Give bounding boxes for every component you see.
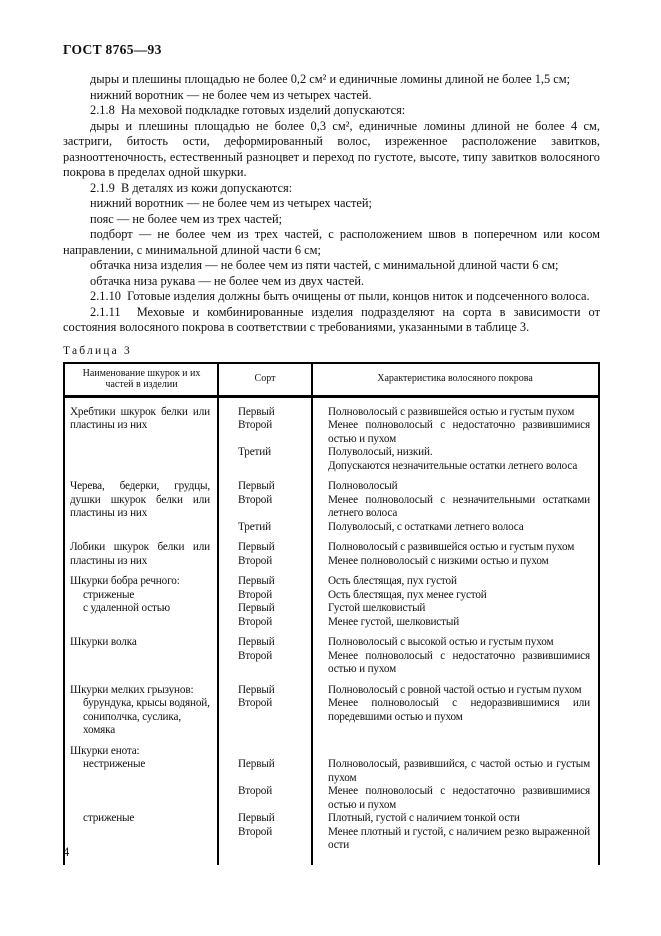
grade-sort: Второй [238, 419, 273, 431]
grades-table [63, 362, 600, 865]
grade-sort: Первый [238, 405, 275, 418]
row-name-cell [65, 480, 218, 534]
page-content [63, 72, 600, 865]
grade-description: Полноволосый с ровной частой остью и густым пухом [328, 683, 582, 696]
row-entries [218, 541, 598, 568]
table-column-divider [217, 364, 219, 865]
grade-entry [218, 555, 598, 569]
grade-sort: Второй [238, 785, 273, 797]
paragraph: подборт — не более чем из трех частей, с расположением швов в поперечном или косом направлении, с минимальной длиной части 6 см; [63, 227, 600, 257]
grade-description: Полноволосый с высокой остью и густым пухом [328, 636, 554, 648]
grade-entry [218, 650, 598, 677]
table-row [65, 541, 598, 575]
row-entries [218, 575, 598, 629]
grade-sort: Первый [238, 541, 275, 553]
grade-description: Ость блестящая, пух менее густой [328, 588, 487, 601]
row-name-line: сониполчка, суслика, хомяка [83, 710, 181, 736]
grade-description: Менее плотный и густой, с наличием резко выраженной ости [328, 825, 590, 851]
grade-sort: Третий [238, 446, 271, 458]
grade-sort: Первый [238, 575, 275, 587]
grade-entry [218, 521, 598, 535]
row-entries [218, 684, 598, 738]
grade-entry [218, 616, 598, 630]
grade-description: Менее полноволосый с недостаточно развившимися остью и пухом [328, 649, 590, 675]
row-entries [218, 758, 598, 812]
grade-entry [218, 446, 598, 460]
table-header-row [65, 364, 598, 398]
table-row [65, 480, 598, 541]
grade-description: Менее полноволосый с низкими остью и пухом [328, 554, 549, 567]
table-row [65, 758, 598, 812]
paragraph: 2.1.9 В деталях из кожи допускаются: [90, 180, 293, 195]
grade-entry [218, 460, 598, 474]
grade-entry [218, 589, 598, 603]
row-name-cell [65, 406, 218, 474]
row-name-line: Черева, бедерки, грудцы, душки шкурок белки или пластины из них [70, 480, 210, 519]
grade-entry [218, 697, 598, 724]
page-number: 4 [63, 845, 70, 859]
grade-entry [218, 785, 598, 812]
row-name-line: бурундука, крысы водяной, [83, 697, 210, 709]
row-name-line: Лобики шкурок белки или пластины из них [70, 541, 210, 567]
grade-sort: Второй [238, 825, 273, 838]
paragraph: 2.1.10 Готовые изделия должны быть очищены от пыли, концов ниток и подсеченного волоса. [90, 289, 590, 303]
table-row [65, 575, 598, 636]
paragraph: дыры и плешины площадью не более 0,2 см² и единичные ломины длиной не более 1,5 см; [90, 72, 571, 86]
row-entries [218, 745, 598, 759]
row-name-line: Шкурки мелких грызунов: [70, 683, 194, 696]
grade-description: Менее полноволосый с недоразвившимися или поредевшими остью и пухом [328, 697, 590, 723]
row-name-cell [65, 758, 218, 812]
table-row [65, 684, 598, 745]
table-body [65, 398, 598, 865]
row-name-line: с удаленной остью [83, 602, 170, 614]
grade-entry [218, 541, 598, 555]
grade-entry [218, 494, 598, 521]
table-label: Таблица 3 [63, 344, 132, 357]
grade-sort: Второй [238, 588, 273, 601]
grade-entry [218, 684, 598, 698]
paragraph: 2.1.8 На меховой подкладке готовых изделий допускаются: [90, 103, 406, 117]
row-name-line: Шкурки волка [70, 636, 137, 648]
grade-sort: Второй [238, 493, 273, 506]
grade-entry [218, 602, 598, 616]
grade-sort: Второй [238, 615, 273, 628]
paragraph: обтачка низа изделия — не более чем из пяти частей, с минимальной длиной части 6 см; [90, 258, 559, 272]
row-name-line: стриженые [83, 588, 135, 601]
row-name-cell [65, 541, 218, 568]
col-header-name: Наименование шкурок и их частей в изделии [82, 367, 201, 390]
grade-description: Ость блестящая, пух густой [328, 575, 457, 587]
document-title: ГОСТ 8765—93 [63, 42, 162, 57]
grade-description: Менее полноволосый с недостаточно развившимися остью и пухом [328, 785, 590, 811]
row-entries [218, 636, 598, 677]
table-row [65, 745, 598, 759]
grade-sort [218, 460, 312, 474]
grade-sort: Первый [238, 758, 275, 770]
grade-sort: Третий [238, 520, 271, 533]
grade-sort: Первый [238, 480, 275, 492]
row-name-cell [65, 636, 218, 677]
row-entries [218, 480, 598, 534]
grade-entry [218, 758, 598, 785]
row-name-line: Хребтики шкурок белки или пластины из них [70, 405, 210, 431]
grade-sort: Первый [238, 812, 275, 824]
table-column-divider [311, 364, 313, 865]
grade-entry [218, 419, 598, 446]
grade-description: Допускаются незначительные остатки летнего волоса [328, 459, 578, 472]
grade-description: Плотный, густой с наличием тонкой ости [328, 812, 520, 824]
paragraph: дыры и плешины площадью не более 0,3 см², единичные ломины длиной не более 4 см, застриги, битость ости, деформированный волос, изреженное расположение завитков, разнооттеночность, естественный разноцвет и переход по густоте, высоте, типу завитков волосяного покрова в пределах одной шкурки. [63, 118, 600, 179]
table-row [65, 636, 598, 684]
grade-sort: Второй [238, 554, 273, 567]
row-name-line: нестриженые [83, 758, 146, 770]
grade-sort: Первый [238, 602, 275, 614]
row-name-line: Шкурки бобра речного: [70, 575, 180, 587]
row-name-line: Шкурки енота: [70, 744, 140, 757]
table-row [65, 812, 598, 853]
grade-description: Менее полноволосый с недостаточно развившимися остью и пухом [328, 419, 590, 445]
grade-description: Полноволосый с развившейся остью и густым пухом [328, 405, 575, 418]
table-row [65, 406, 598, 481]
grade-entry [218, 812, 598, 826]
paragraph: нижний воротник — не более чем из четырех частей; [90, 196, 372, 210]
grade-sort: Второй [238, 697, 273, 709]
grade-entry [218, 826, 598, 853]
grade-entry [218, 636, 598, 650]
grade-entry [218, 406, 598, 420]
row-name-cell [65, 575, 218, 629]
paragraph: пояс — не более чем из трех частей; [90, 211, 283, 226]
row-name-cell [65, 745, 218, 759]
col-header-sort: Сорт [254, 373, 276, 385]
row-name-line: стриженые [83, 812, 135, 824]
body-text [63, 72, 600, 336]
grade-description: Менее полноволосый с незначительными остатками летнего волоса [328, 493, 590, 519]
grade-description: Густой шелковистый [328, 602, 426, 614]
grade-sort: Первый [238, 636, 275, 648]
grade-description: Менее густой, шелковистый [328, 615, 460, 628]
grade-sort: Первый [238, 683, 275, 696]
paragraph: обтачка низа рукава — не более чем из двух частей. [90, 273, 365, 288]
row-name-cell [65, 812, 218, 853]
grade-entry [218, 575, 598, 589]
paragraph: 2.1.11 Меховые и комбинированные изделия подразделяют на сорта в зависимости от состояния волосяного покрова в соответствии с требованиями, указанными в таблице 3. [63, 304, 600, 334]
grade-entry [218, 480, 598, 494]
col-header-characteristic: Характеристика волосяного покрова [377, 373, 533, 385]
grade-sort: Второй [238, 649, 273, 662]
grade-description: Полноволосый с развившейся остью и густым пухом [328, 541, 575, 553]
row-name-cell [65, 684, 218, 738]
row-entries [218, 812, 598, 853]
paragraph: нижний воротник — не более чем из четырех частей. [90, 87, 372, 102]
grade-description: Полуволосый, с остатками летнего волоса [328, 520, 524, 533]
grade-description: Полноволосый, развившийся, с частой остью и густым пухом [328, 758, 590, 784]
row-entries [218, 406, 598, 474]
grade-description: Полуволосый, низкий. [328, 446, 433, 458]
grade-description: Полноволосый [328, 480, 398, 492]
